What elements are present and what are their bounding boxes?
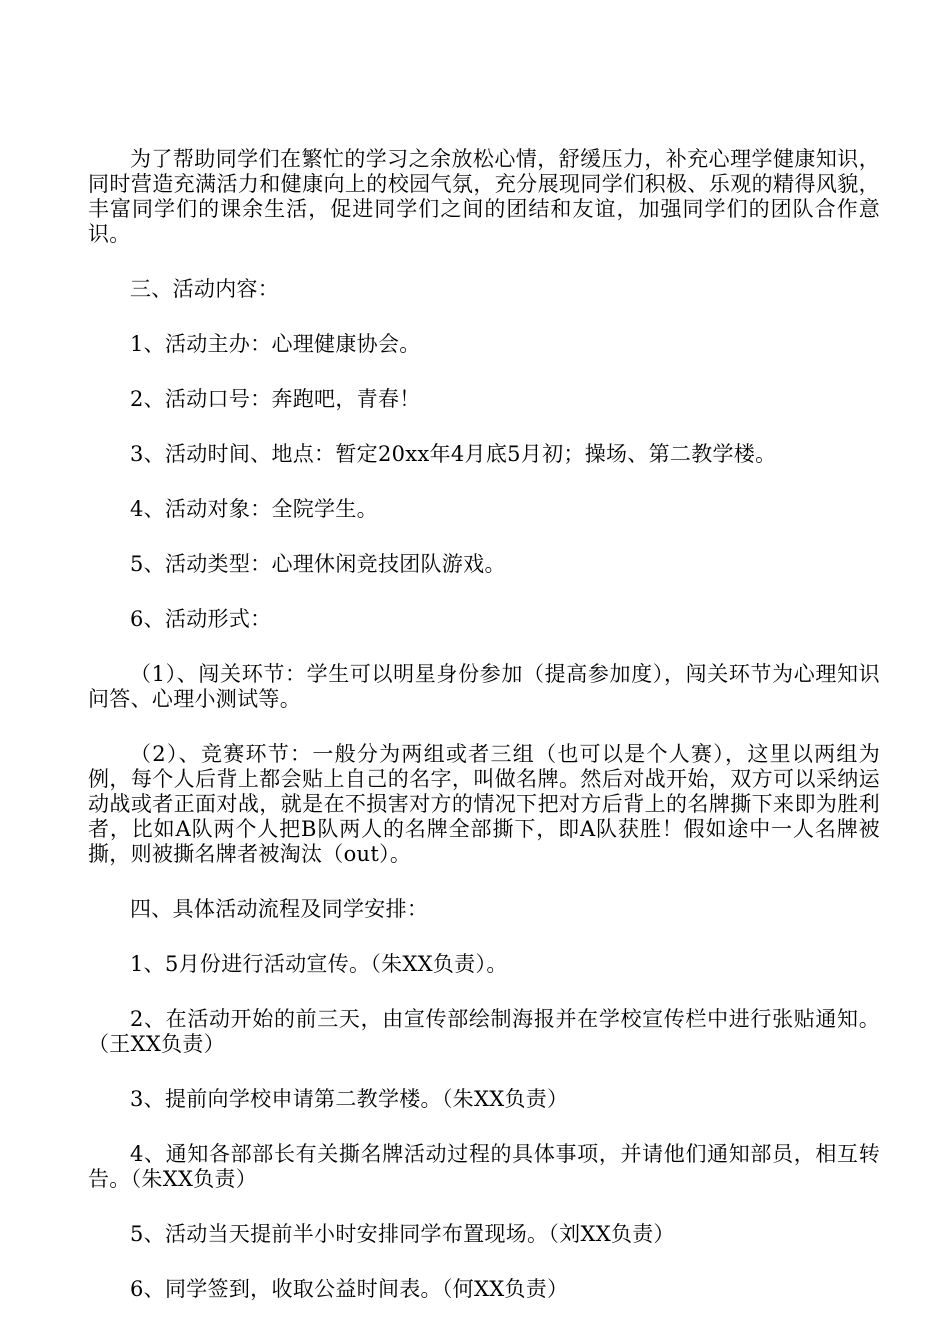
process-step-6: 6、同学签到，收取公益时间表。（何XX负责） <box>130 1277 569 1301</box>
process-step-5: 5、活动当天提前半小时安排同学布置现场。（刘XX负责） <box>130 1222 675 1246</box>
process-step-3: 3、提前向学校申请第二教学楼。（朱XX负责） <box>130 1087 569 1111</box>
intro-paragraph: 为了帮助同学们在繁忙的学习之余放松心情，舒缓压力，补充心理学健康知识，同时营造充满活力和健康向上的校园气氛，充分展现同学们积极、乐观的精得风貌，丰富同学们的课余生活，促进同学们之间的团结和友谊，加强同学们的团队合作意识。 <box>88 147 880 246</box>
section-heading-activity-content: 三、活动内容： <box>130 277 280 301</box>
item-slogan: 2、活动口号：奔跑吧，青春！ <box>130 387 421 411</box>
item-format-stage-1: （1）、闯关环节：学生可以明星身份参加（提高参加度），闯关环节为心理知识问答、心理小测试等。 <box>88 662 880 711</box>
item-format-stage-2: （2）、竞赛环节：一般分为两组或者三组（也可以是个人赛），这里以两组为例，每个人后背上都会贴上自己的名字，叫做名牌。然后对战开始，双方可以采纳运动战或者正面对战，就是在不损害对方的情况下把对方后背上的名牌撕下来即为胜利者，比如A队两个人把B队两人的名牌全部撕下，即A队获胜！假如途中一人名牌被撕，则被撕名牌者被淘汰（out）。 <box>88 742 880 866</box>
process-step-4: 4、通知各部部长有关撕名牌活动过程的具体事项，并请他们通知部员，相互转告。（朱XX负责） <box>88 1142 880 1191</box>
item-format: 6、活动形式： <box>130 607 272 631</box>
item-time-location: 3、活动时间、地点：暂定20xx年4月底5月初；操场、第二教学楼。 <box>130 442 777 466</box>
section-heading-process: 四、具体活动流程及同学安排： <box>130 897 429 921</box>
process-step-1: 1、5月份进行活动宣传。（朱XX负责）。 <box>130 952 508 976</box>
item-type: 5、活动类型：心理休闲竞技团队游戏。 <box>130 552 506 576</box>
item-audience: 4、活动对象：全院学生。 <box>130 497 378 521</box>
item-organizer: 1、活动主办：心理健康协会。 <box>130 332 421 356</box>
process-step-2: 2、在活动开始的前三天，由宣传部绘制海报并在学校宣传栏中进行张贴通知。（王XX负责） <box>88 1007 880 1056</box>
